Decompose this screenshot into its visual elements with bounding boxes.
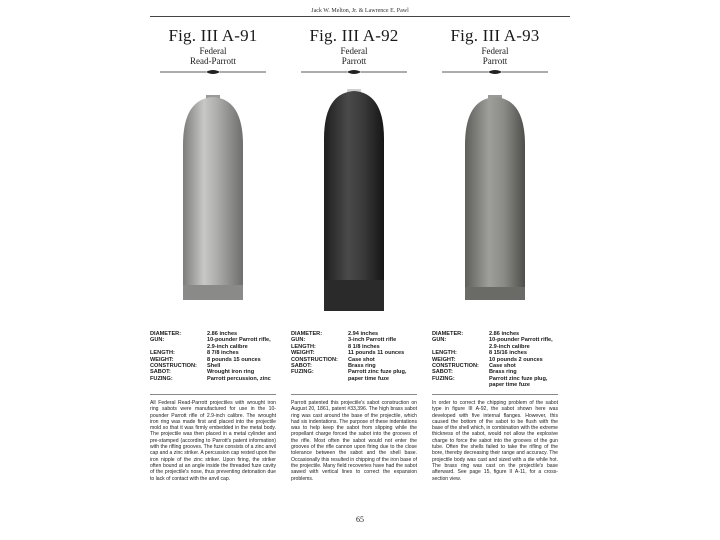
spec-label: FUZING: — [432, 375, 455, 382]
spec-label: LENGTH: — [291, 343, 316, 350]
figure-subtitle-line: Federal — [481, 46, 509, 56]
spec-value: Parrott zinc fuze plug, paper time fuze — [348, 369, 407, 382]
spec-value: Case shot — [348, 356, 375, 363]
spec-value: 10-pounder Parrott rifle, 2.9-inch calibre — [489, 337, 553, 350]
spec-label: DIAMETER: — [432, 331, 464, 337]
spec-label: WEIGHT: — [432, 356, 456, 363]
figure-title: Fig. III A-92 — [309, 26, 399, 45]
spec-label: SABOT: — [432, 369, 453, 376]
figure-title: Fig. III A-93 — [450, 26, 540, 45]
spec-label: LENGTH: — [432, 350, 457, 357]
spec-value: Brass ring — [489, 369, 517, 376]
section-divider — [150, 394, 276, 395]
spec-value: 10-pounder Parrott rifle, 2.9-inch calibre — [207, 337, 271, 350]
spec-label: LENGTH: — [150, 350, 175, 357]
spec-value: 2.86 inches — [489, 331, 520, 337]
figure-column-1 — [150, 26, 276, 305]
spec-row — [432, 337, 558, 350]
spec-label: FUZING: — [291, 369, 314, 376]
spec-label: DIAMETER: — [291, 331, 323, 337]
figure-subtitle-line: Parrott — [341, 56, 367, 66]
spec-value: 2.86 inches — [207, 331, 238, 337]
spec-value: Case shot — [489, 363, 516, 370]
spec-table-1 — [150, 331, 276, 382]
spec-row — [291, 369, 417, 382]
spec-row — [150, 376, 276, 382]
figure-column-3 — [432, 26, 558, 305]
spec-label: GUN: — [432, 337, 447, 344]
spec-row — [150, 337, 276, 350]
spec-value: 8 pounds 15 ounces — [207, 356, 261, 363]
spec-label: WEIGHT: — [150, 356, 174, 363]
projectile-photo — [314, 75, 394, 315]
spec-value: 2.94 inches — [348, 331, 379, 337]
figure-subtitle-line: Federal — [340, 46, 368, 56]
spec-value: 11 pounds 11 ounces — [348, 350, 405, 357]
spec-label: CONSTRUCTION: — [150, 363, 197, 370]
spec-label: WEIGHT: — [291, 350, 315, 357]
figure-subtitle-line: Read-Parrott — [190, 56, 236, 66]
spec-table-3 — [432, 331, 558, 389]
spec-row — [432, 376, 558, 389]
spec-value: 8 7/8 inches — [207, 350, 239, 357]
spec-value: Shell — [207, 363, 221, 370]
description-text-3: In order to correct the chipping problem of the sabot type in figure III A-92, the sabot shown here was developed with five internal flanges. However, this caused the bottom of the sabot to be flush with the base of the shell which, in combination with the extreme thickness of the sabot, would not allow the explosive charge to force the sabot into the grooves of the gun tube. Often the shells failed to take the rifling of the bore, thereby decreasing their range and accuracy. The projectile body was cast and sized with a die while hot. The brass ring was cast on the projectile's base afterward. See page 15, figure II A-11, for a cross-section view. — [432, 400, 558, 482]
spec-label: SABOT: — [291, 363, 312, 370]
spec-value: 10 pounds 2 ounces — [489, 356, 543, 363]
spec-label: GUN: — [150, 337, 165, 344]
figure-title: Fig. III A-91 — [168, 26, 258, 45]
spec-label: GUN: — [291, 337, 306, 344]
spec-value: Brass ring — [348, 363, 376, 370]
figure-column-2 — [291, 26, 417, 315]
section-divider — [432, 394, 558, 395]
spec-value: Wrought iron ring — [207, 369, 255, 376]
spec-label: SABOT: — [150, 369, 171, 376]
description-text-2: Parrott patented this projectile's sabot construction on August 20, 1861, patent #33,396. The high brass sabot ring was cast around the base of the projectile, which had six indentations. The purpose of these indentations was to help keep the sabot from slipping while the propellant charge forced the sabot into the grooves of the rifle. Most often the sabot would not enter the grooves of the rifle cannon upon firing due to the close tolerance between the sabot and the shell base. Occasionally this resulted in chipping of the iron base of the projectile. Many field recoveries have had the sabot sawed with vertical lines to correct the expansion problems. — [291, 400, 417, 482]
projectile-photo — [455, 75, 535, 305]
section-divider — [291, 394, 417, 395]
spec-value: Parrott zinc fuze plug, paper time fuze — [489, 375, 548, 389]
spec-value: 8 1/8 inches — [348, 343, 380, 350]
running-head-rule — [150, 16, 570, 17]
spec-value: 8 15/16 inches — [489, 350, 527, 357]
spec-label: DIAMETER: — [150, 331, 182, 337]
spec-table-2 — [291, 331, 417, 382]
spec-label: CONSTRUCTION: — [432, 363, 479, 370]
book-page — [150, 0, 570, 540]
figure-subtitle-line: Parrott — [482, 56, 508, 66]
spec-label: CONSTRUCTION: — [291, 356, 338, 363]
running-head: Jack W. Melton, Jr. & Lawrence E. Pawl — [311, 8, 409, 14]
spec-label: FUZING: — [150, 375, 173, 382]
page-number: 65 — [356, 515, 364, 524]
spec-value: Parrott percussion, zinc — [207, 375, 271, 382]
figure-subtitle-line: Federal — [199, 46, 227, 56]
spec-value: 3-inch Parrott rifle — [348, 337, 397, 344]
description-text-1: All Federal Read-Parrott projectiles with wrought iron ring sabots were manufactured for use in the 10-pounder Parrott rifle of 2.9-inch calibre. The wrought iron ring was made first and placed into the projectile mold so that it was firmly embedded in the metal body. The projectile was then placed in a metal cylinder and pre-stamped (according to Parrott's patent information) with the rifling grooves. The fuze consists of a zinc anvil cap and a zinc striker. A percussion cap rested upon the iron nipple of the zinc striker. Upon firing, the striker often bound at an angle inside the threaded fuze cavity of the projectile's nose, thus preventing detonation due to lack of contact with the anvil cap. — [150, 400, 277, 482]
projectile-photo — [173, 75, 253, 305]
